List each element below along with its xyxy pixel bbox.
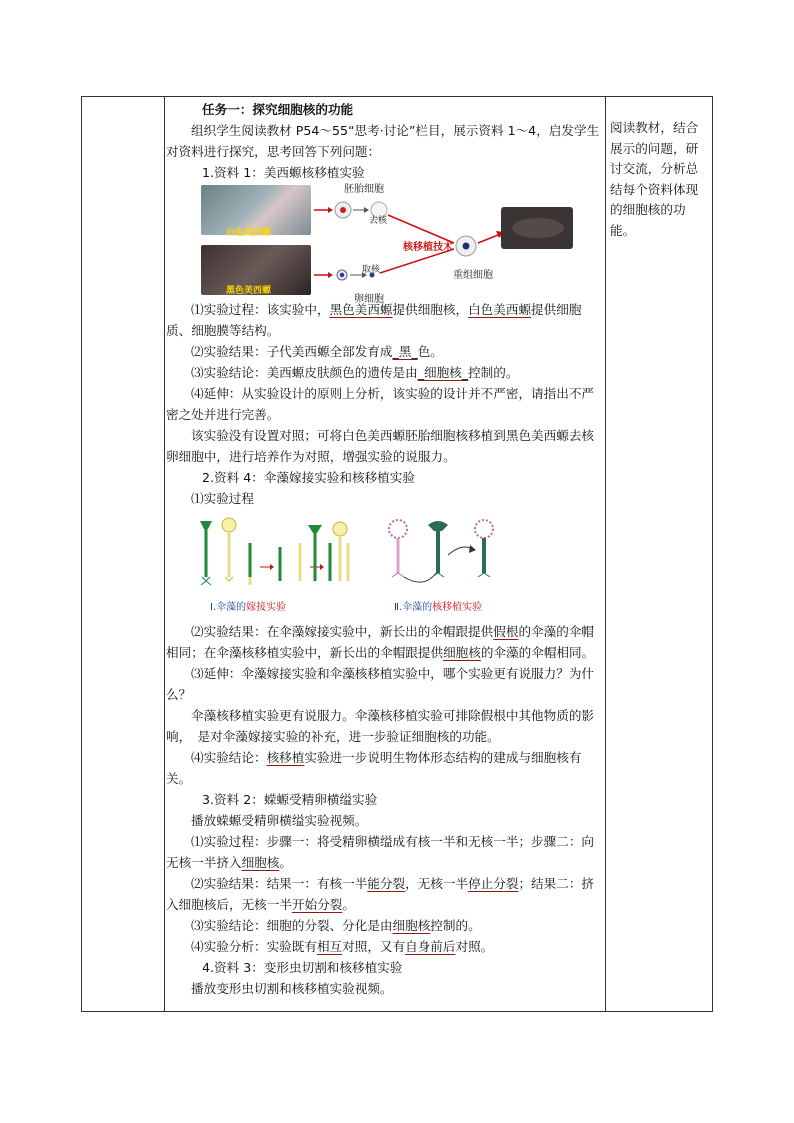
transplant-tech-label: 核移植技术 [403,242,453,253]
umbrella-cap [308,525,322,533]
section-3-heading: 3.资料 2：蝾螈受精卵横缢实验 [202,792,378,807]
transplant-figure-caption: Ⅱ.伞藻的核移植实验 [394,602,483,613]
transfer-arrow [404,573,436,582]
student-activity-cell [610,118,710,241]
recombinant-cell-label: 重组细胞 [453,270,493,281]
s3-conclusion: ⑶实验结论：细胞的分裂、分化是由细胞核控制的。 [191,918,481,933]
graft-figure-caption: Ⅰ.伞藻的嫁接实验 [210,602,287,613]
s1-answer: 该实验没有设置对照；可将白色美西螈胚胎细胞核移植到黑色美西螈去核卵细胞中，进行培养作为对照，增强实验的说服力。 [166,428,594,464]
section-1-heading: 1.资料 1：美西螈核移植实验 [202,165,365,180]
axolotl-transplant-figure [166,183,602,305]
column-divider [164,97,165,1011]
take-nucleus-label: 取核 [362,265,381,275]
egg-cell-label: 卵细胞 [354,294,384,305]
rhizoid [392,573,404,577]
rhizoid [201,577,211,585]
embryo-cell-label: 胚胎细胞 [344,184,384,195]
enucleate-label: 去核 [369,216,388,226]
rhizoid [478,573,490,577]
task-title: 任务一：探究细胞核的功能 [202,102,354,117]
nucleus-icon [340,207,346,213]
offspring-body [512,218,564,238]
transfer-arrow [448,547,472,555]
arrow-head [328,207,333,213]
flower-cap [222,518,236,532]
section-2-heading: 2.资料 4：伞藻嫁接实验和核移植实验 [202,470,415,485]
lesson-table [81,96,713,1012]
s2-process-label: ⑴实验过程 [191,491,254,506]
arrow-head [320,564,324,570]
arrow-line [478,235,498,243]
s1-conclusion: ⑶实验结论：美西螈皮肤颜色的遗传是由_细胞核_控制的。 [191,365,519,380]
arrow-head [270,564,274,570]
s1-process: ⑴实验过程：该实验中，黑色美西螈提供细胞核，白色美西螈提供细胞质、细胞膜等结构。 [166,302,582,338]
umbrella-cap [200,521,212,529]
student-activity-text: 阅读教材，结合展示的问题，研讨交流，分析总结每个资料体现的细胞核的功能。 [610,120,699,238]
arrow-head [328,272,333,278]
white-axolotl-tag: 白色美西螈 [226,228,272,238]
s3-process: ⑴实验过程：步骤一：将受精卵横缢成有核一半和无核一半；步骤二：向无核一半挤入细胞核。 [166,834,594,870]
section-4-heading: 4.资料 3：变形虫切割和核移植实验 [202,960,403,975]
intro-paragraph: 组织学生阅读教材 P54～55“思考·讨论”栏目，展示资料 1～4，启发学生对资料进行探究，思考回答下列问题： [166,123,600,159]
s3-video: 播放蝾螈受精卵横缢实验视频。 [191,813,368,828]
flower-cap [389,520,407,538]
nucleus-icon [463,243,470,250]
flower-cap [475,520,493,538]
s4-video: 播放变形虫切割和核移植实验视频。 [191,981,393,996]
teaching-content-cell [166,99,602,999]
s1-result: ⑵实验结果：子代美西螈全部发育成_黑_色。 [191,344,443,359]
umbrella-cap [428,521,448,531]
acetabularia-diagram [166,515,602,593]
acetabularia-figure [166,515,602,613]
black-axolotl-tag: 黑色美西螈 [226,286,272,296]
s2-conclusion: ⑷实验结论：核移植实验进一步说明生物体形态结构的建成与细胞核有关。 [166,750,582,786]
s3-analysis: ⑷实验分析：实验既有相互对照，又有自身前后对照。 [191,939,494,954]
s2-result: ⑵实验结果：在伞藻嫁接实验中，新长出的伞帽跟提供假根的伞藻的伞帽相同；在伞藻核移植实验中，新长出的伞帽跟提供细胞核的伞藻的伞帽相同。 [166,624,595,660]
s1-extension: ⑷延伸：从实验设计的原则上分析，该实验的设计并不严密，请指出不严密之处并进行完善。 [166,386,594,422]
s2-answer: 伞藻核移植实验更有说服力。伞藻核移植实验可排除假根中其他物质的影响， 是对伞藻嫁接实验的补充，进一步验证细胞核的功能。 [166,708,594,744]
s2-question: ⑶延伸：伞藻嫁接实验和伞藻核移植实验中，哪个实验更有说服力？为什么？ [166,666,594,702]
flower-cap [333,522,347,536]
rhizoid [225,577,233,581]
nucleus-icon [340,273,344,277]
s3-result: ⑵实验结果：结果一：有核一半能分裂，无核一半停止分裂；结果二：挤入细胞核后，无核一半开始分裂。 [166,876,594,912]
arrow-head [469,545,476,553]
